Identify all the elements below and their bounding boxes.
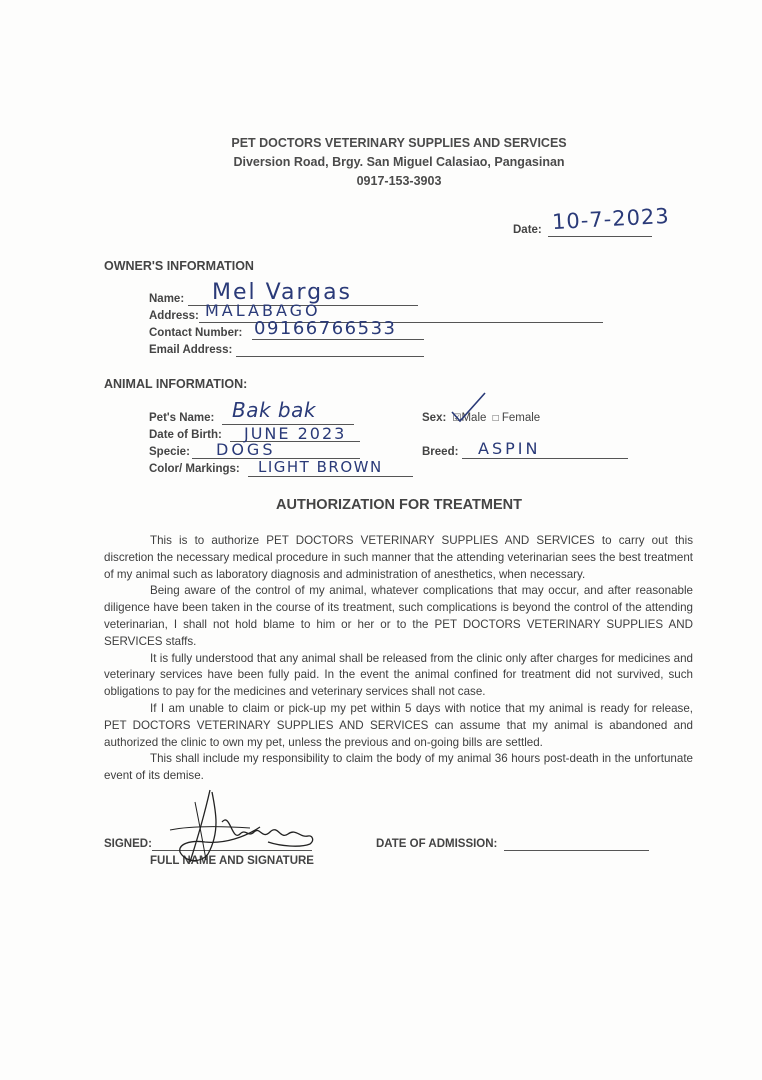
date-line bbox=[548, 236, 652, 237]
pet-name-label: Pet's Name: bbox=[149, 412, 215, 424]
breed-label: Breed: bbox=[422, 446, 459, 458]
color-markings-line bbox=[248, 476, 413, 477]
signature-image[interactable] bbox=[150, 782, 320, 872]
owner-contact-value[interactable]: 09166766533 bbox=[254, 318, 397, 339]
date-value[interactable]: 10-7-2023 bbox=[551, 203, 671, 235]
clinic-phone: 0917-153-3903 bbox=[356, 174, 442, 188]
owner-heading: OWNER'S INFORMATION bbox=[104, 259, 254, 273]
animal-heading: ANIMAL INFORMATION: bbox=[104, 377, 248, 391]
pet-name-value[interactable]: Bak bak bbox=[232, 398, 316, 422]
clinic-name: PET DOCTORS VETERINARY SUPPLIES AND SERVICES bbox=[231, 136, 567, 150]
owner-contact-label: Contact Number: bbox=[149, 327, 243, 339]
signed-label: SIGNED: bbox=[104, 838, 152, 850]
owner-address-label: Address: bbox=[149, 310, 199, 322]
authorization-title: AUTHORIZATION FOR TREATMENT bbox=[276, 497, 522, 513]
male-option-label: Male bbox=[461, 412, 487, 424]
male-checkbox[interactable]: ☑ bbox=[452, 413, 462, 424]
authorization-paragraph: It is fully understood that any animal shall be released from the clinic only after charges for medicines and veterinary services have been fully paid. In the event the animal confined for treatment did not survived, such obligations to pay for the medicines and veterinary services shall not case. bbox=[104, 651, 693, 699]
authorization-paragraph: This shall include my responsibility to claim the body of my animal 36 hours post-death in the unfortunate event of its demise. bbox=[104, 752, 693, 783]
owner-address-value[interactable]: MALABAGO bbox=[205, 301, 321, 320]
dob-label: Date of Birth: bbox=[149, 429, 222, 441]
specie-label: Specie: bbox=[149, 446, 190, 458]
dob-value[interactable]: JUNE 2023 bbox=[244, 424, 347, 443]
owner-contact-line bbox=[252, 339, 424, 340]
owner-email-line bbox=[236, 356, 424, 357]
date-of-admission-label: DATE OF ADMISSION: bbox=[376, 838, 498, 850]
color-markings-label: Color/ Markings: bbox=[149, 463, 240, 475]
authorization-paragraph: This is to authorize PET DOCTORS VETERINARY SUPPLIES AND SERVICES to carry out this discretion the necessary medical procedure in such manner that the attending veterinarian sees the best treatment of my animal such as laboratory diagnosis and administration of anesthetics, when necessary. bbox=[104, 534, 693, 581]
specie-value[interactable]: DOGS bbox=[216, 440, 276, 459]
clinic-address: Diversion Road, Brgy. San Miguel Calasiao, Pangasinan bbox=[233, 155, 565, 169]
color-markings-value[interactable]: LIGHT BROWN bbox=[258, 458, 383, 476]
authorization-body bbox=[104, 533, 693, 785]
authorization-paragraph: Being aware of the control of my animal, whatever complications that may occur, and after reasonable diligence have been taken in the course of its treatment, such complications is beyond the control of the attending veterinarian, I shall not hold blame to him or her or to the PET DOCTORS VETERINARY SUPPLIES AND SERVICES staffs. bbox=[104, 584, 693, 648]
date-of-admission-line[interactable] bbox=[504, 850, 649, 851]
owner-name-value[interactable]: Mel Vargas bbox=[212, 280, 353, 305]
breed-line bbox=[462, 458, 628, 459]
checkmark-icon bbox=[449, 390, 489, 424]
full-name-signature-label: FULL NAME AND SIGNATURE bbox=[150, 855, 314, 867]
owner-name-label: Name: bbox=[149, 293, 185, 305]
breed-value[interactable]: ASPIN bbox=[478, 439, 541, 458]
authorization-paragraph: If I am unable to claim or pick-up my pet within 5 days with notice that my animal is ready for release, PET DOCTORS VETERINARY SUPPLIES AND SERVICES can assume that my animal is abandoned and authorized the clinic to own my pet, unless the previous and on-going bills are settled. bbox=[104, 701, 693, 749]
sex-label-text: Sex: bbox=[422, 412, 447, 424]
owner-email-label: Email Address: bbox=[149, 344, 233, 356]
date-label: Date: bbox=[513, 224, 542, 236]
female-option-label: Female bbox=[501, 412, 541, 424]
female-checkbox[interactable]: □ bbox=[492, 413, 499, 424]
